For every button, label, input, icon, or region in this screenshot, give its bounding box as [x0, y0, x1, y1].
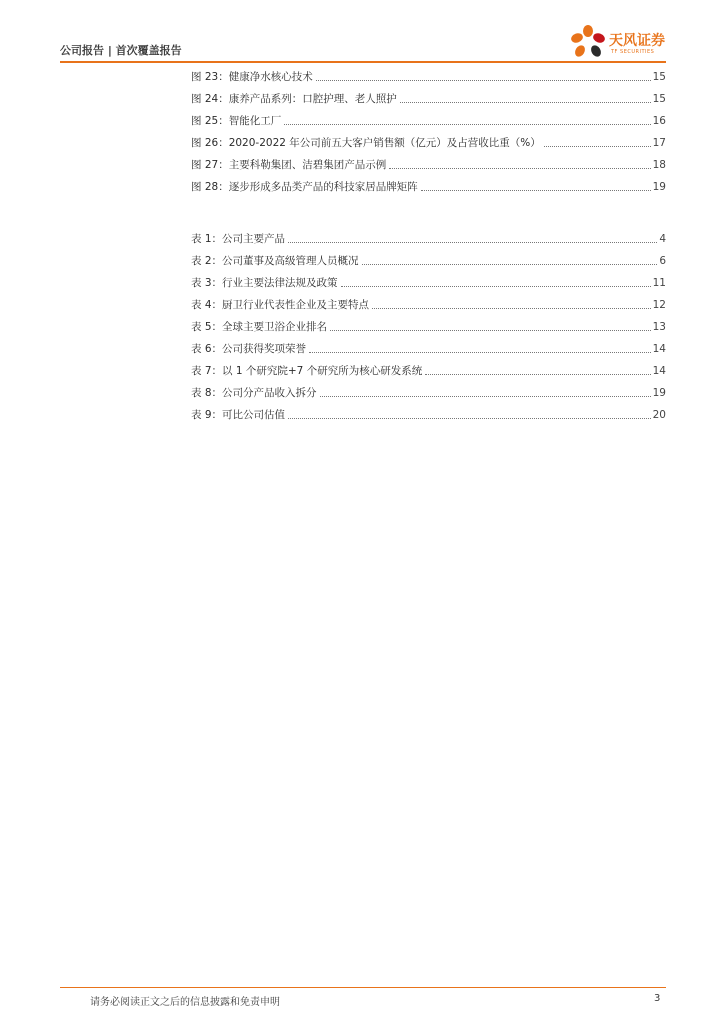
dot-leader [330, 329, 651, 331]
entry-page: 19 [652, 181, 666, 193]
entry-label: 图 24：康养产品系列：口腔护理、老人照护 [191, 93, 397, 105]
dot-leader [316, 79, 651, 81]
figure-entry[interactable] [191, 156, 666, 172]
dot-leader [309, 351, 651, 353]
footer-disclaimer: 请务必阅读正文之后的信息披露和免责申明 [90, 997, 280, 1008]
tf-flower-logo-icon [569, 24, 607, 60]
entry-label: 图 27：主要科勒集团、洁碧集团产品示例 [191, 159, 387, 171]
dot-leader [320, 395, 651, 397]
entry-label: 图 28：逐步形成多品类产品的科技家居品牌矩阵 [191, 181, 418, 193]
header-divider [60, 61, 666, 63]
dot-leader [341, 285, 651, 287]
entry-label: 图 23：健康净水核心技术 [191, 71, 313, 83]
brand-name-en: TF SECURITIES [611, 49, 655, 55]
figure-entry[interactable] [191, 134, 666, 150]
brand-name-cn: 天风证券 [609, 33, 665, 49]
entry-page: 6 [659, 255, 666, 267]
table-entry[interactable] [191, 340, 666, 356]
entry-page: 15 [652, 71, 666, 83]
page-number: 3 [654, 993, 661, 1004]
entry-label: 表 3：行业主要法律法规及政策 [191, 277, 338, 289]
entry-label: 表 1：公司主要产品 [191, 233, 286, 245]
table-entry[interactable] [191, 274, 666, 290]
entry-label: 表 9：可比公司估值 [191, 409, 286, 421]
entry-page: 16 [652, 115, 666, 127]
table-entry[interactable] [191, 252, 666, 268]
dot-leader [288, 241, 657, 243]
entry-label: 图 26：2020-2022 年公司前五大客户销售额（亿元）及占营收比重（%） [191, 137, 541, 149]
entry-page: 4 [659, 233, 666, 245]
entry-page: 18 [652, 159, 666, 171]
entry-label: 表 2：公司董事及高级管理人员概况 [191, 255, 359, 267]
footer-divider [60, 987, 666, 988]
entry-page: 14 [652, 343, 666, 355]
entry-label: 表 5：全球主要卫浴企业排名 [191, 321, 328, 333]
entry-page: 14 [652, 365, 666, 377]
figure-entry[interactable] [191, 68, 666, 84]
dot-leader [421, 189, 651, 191]
table-entry[interactable] [191, 296, 666, 312]
entry-page: 20 [652, 409, 666, 421]
dot-leader [544, 145, 651, 147]
figure-entry[interactable] [191, 90, 666, 106]
entry-label: 表 4：厨卫行业代表性企业及主要特点 [191, 299, 370, 311]
entry-page: 15 [652, 93, 666, 105]
table-entry[interactable] [191, 406, 666, 422]
dot-leader [400, 101, 651, 103]
report-type-title: 公司报告 | 首次覆盖报告 [60, 44, 182, 57]
entry-page: 19 [652, 387, 666, 399]
table-entry[interactable] [191, 318, 666, 334]
entry-label: 图 25：智能化工厂 [191, 115, 282, 127]
dot-leader [284, 123, 650, 125]
dot-leader [362, 263, 658, 265]
entry-label: 表 7：以 1 个研究院+7 个研究所为核心研发系统 [191, 365, 423, 377]
table-entry[interactable] [191, 230, 666, 246]
entry-label: 表 6：公司获得奖项荣誉 [191, 343, 307, 355]
brand-logo [569, 24, 669, 60]
figure-entry[interactable] [191, 178, 666, 194]
entry-page: 13 [652, 321, 666, 333]
table-entry[interactable] [191, 384, 666, 400]
entry-page: 17 [652, 137, 666, 149]
dot-leader [372, 307, 651, 309]
figure-entry[interactable] [191, 112, 666, 128]
dot-leader [288, 417, 651, 419]
dot-leader [425, 373, 650, 375]
entry-label: 表 8：公司分产品收入拆分 [191, 387, 317, 399]
table-entry[interactable] [191, 362, 666, 378]
entry-page: 11 [652, 277, 666, 289]
dot-leader [389, 167, 650, 169]
entry-page: 12 [652, 299, 666, 311]
